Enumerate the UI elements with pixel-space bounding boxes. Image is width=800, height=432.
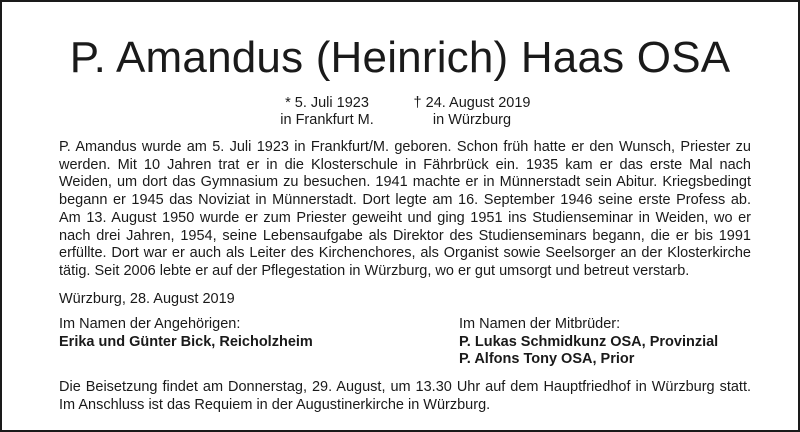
- birth-date: * 5. Juli 1923: [285, 95, 369, 111]
- brothers-signature: [459, 316, 718, 369]
- family-intro: Im Namen der Angehörigen:: [59, 316, 241, 332]
- birth-place: in Frankfurt M.: [280, 112, 374, 128]
- death-date: † 24. August 2019: [413, 95, 531, 111]
- death-place: in Würzburg: [432, 112, 512, 128]
- family-signature: [59, 316, 313, 351]
- obituary-title: P. Amandus (Heinrich) Haas OSA: [69, 33, 731, 82]
- prior-name: P. Alfons Tony OSA, Prior: [459, 351, 635, 367]
- birth-info: [262, 95, 392, 129]
- family-names: Erika und Günter Bick, Reicholzheim: [59, 333, 313, 350]
- biography-text: P. Amandus wurde am 5. Juli 1923 in Frankfurt/M. geboren. Schon früh hatte er den Wunsch, Priester zu werden. Mit 10 Jahren trat er in die Klosterschule in Fährbrück ein. 1935 kam er das erste Mal nach Weiden, um dort das Gymnasium zu besuchen. 1941 machte er in Münnerstadt sein Abitur. Kriegsbedingt begann er 1945 das Noviziat in Münnerstadt. Dort legte am 16. September 1946 seine erste Profess ab. Am 13. August 1950 wurde er zum Priester geweiht und ging 1951 ins Studienseminar in Weiden, wo er nach drei Jahren, 1954, seine Lebensaufgabe als Direktor des Studienseminars begann, die er bis 1991 erfüllte. Dort war er auch als Leiter des Kirchenchores, als Organist sowie Seelsorger an der Klosterkirche tätig. Seit 2006 lebte er auf der Pflegestation in Würzburg, wo er gut umsorgt und betreut verstarb.: [59, 139, 751, 279]
- place-and-date: Würzburg, 28. August 2019: [59, 291, 235, 307]
- provincial-name: P. Lukas Schmidkunz OSA, Provinzial: [459, 333, 719, 350]
- burial-info: Die Beisetzung findet am Donnerstag, 29. August, um 13.30 Uhr auf dem Hauptfriedhof in Würzburg statt. Im Anschluss ist das Requiem in der Augustinerkirche in Würzburg.: [59, 379, 751, 413]
- brothers-intro: Im Namen der Mitbrüder:: [459, 316, 621, 332]
- death-info: [397, 95, 547, 129]
